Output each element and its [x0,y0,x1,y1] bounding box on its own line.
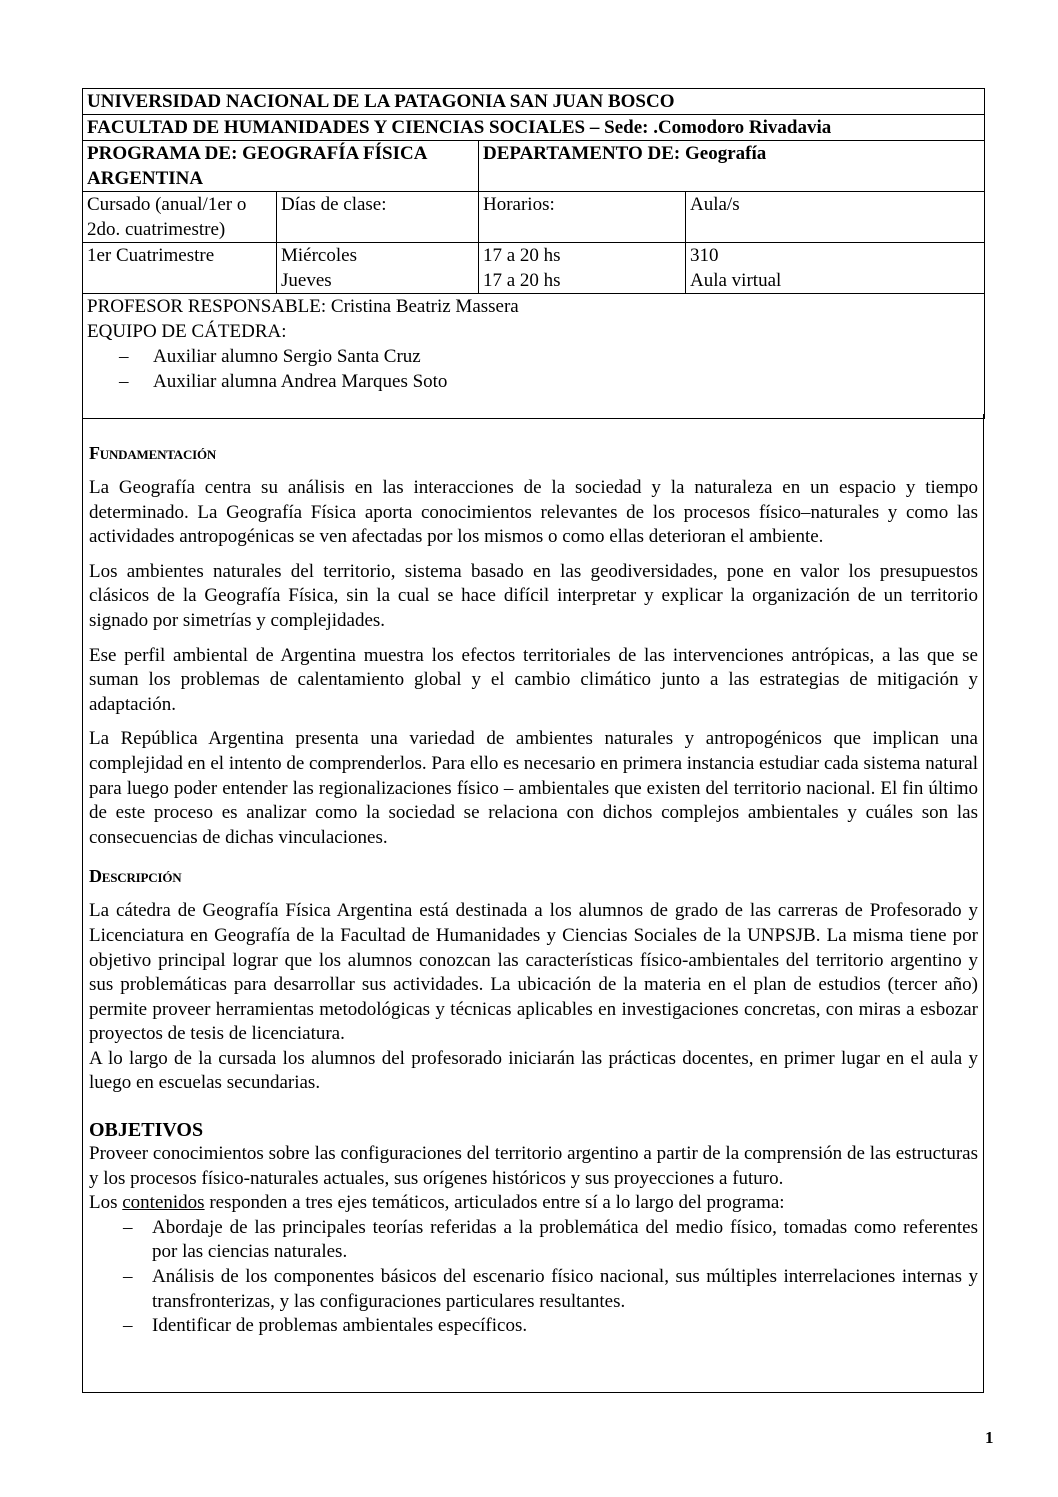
descripcion-section [89,860,978,1096]
horario-item: 17 a 20 hs [483,270,561,291]
aulas-label: Aula/s [686,192,985,243]
objetivo-item [89,1216,978,1265]
body-frame [82,414,984,1393]
aula-item: 310 [690,245,719,266]
body-content [89,442,978,1339]
horarios-value [479,243,686,294]
dash-bullet-icon: – [119,346,129,367]
paragraph: A lo largo de la cursada los alumnos del profesorado iniciarán las prácticas docentes, en primer lugar en el aula y luego en escuelas secundarias. [89,1047,978,1094]
university-name: UNIVERSIDAD NACIONAL DE LA PATAGONIA SAN JUAN BOSCO [83,89,985,115]
objetivo-item [89,1314,978,1339]
horario-item: 17 a 20 hs [483,245,561,266]
fundamentacion-heading: Fundamentación [89,443,217,463]
objetivos-intro: Proveer conocimientos sobre las configuraciones del territorio argentino a partir de la comprensión de las estructuras y los procesos físico-naturales actuales, sus orígenes históricos y sus proyecciones a futuro. [89,1143,978,1189]
descripcion-heading: Descripción [89,866,182,887]
staff-cell [83,294,985,419]
program-name: PROGRAMA DE: GEOGRAFÍA FÍSICA ARGENTINA [83,141,479,192]
contents-underlined: contenidos [122,1192,205,1214]
team-list [87,344,980,394]
dia-item: Miércoles [281,245,357,266]
cursado-label: Cursado (anual/1er o 2do. cuatrimestre) [83,192,277,243]
aulas-value [686,243,985,294]
team-label: EQUIPO DE CÁTEDRA: [87,321,287,342]
objetivo-text: Identificar de problemas ambientales específicos. [152,1315,528,1337]
page-number: 1 [985,1428,994,1447]
paragraph: Los ambientes naturales del territorio, sistema basado en las geodiversidades, pone en valor los presupuestos clásicos de la Geografía Física, sin la cual se hace difícil interpretar y explicar la organización de un territorio signado por simetrías y complejidades. [89,560,978,631]
faculty-name: FACULTAD DE HUMANIDADES Y CIENCIAS SOCIALES – Sede: .Comodoro Rivadavia [83,115,985,141]
professor-responsible: PROFESOR RESPONSABLE: Cristina Beatriz Massera [87,296,519,317]
header-table [82,88,985,419]
dash-bullet-icon: – [119,371,129,392]
objetivos-section [89,1118,978,1339]
team-member-name: Auxiliar alumna Andrea Marques Soto [153,371,448,392]
dash-bullet-icon: – [123,1216,133,1238]
paragraph: La República Argentina presenta una variedad de ambientes naturales y antropogénicos que implican una complejidad en el intento de comprenderlos. Para ello es necesario en primera instancia estudiar cada sistema natural para luego poder entender las regionalizaciones físico – ambientales que existen del territorio nacional. El fin último de este proceso es analizar como la sociedad se relaciona con dichos complejos ambientales y cuáles son las consecuencias de dichas vinculaciones. [89,728,978,848]
paragraph: La cátedra de Geografía Física Argentina está destinada a los alumnos de grado de las carreras de Profesorado y Licenciatura en Geografía de la Facultad de Humanidades y Ciencias Sociales de la UNPSJB. La misma tiene por objetivo principal lograr que los alumnos conozcan las características físico-ambientales del territorio argentino y sus problemáticas para desarrollar sus actividades. La ubicación de la materia en el plan de estudios (tercer año) permite proveer herramientas metodológicas y técnicas aplicables en investigaciones concretas, con miras a esbozar proyectos de tesis de licenciatura. [89,900,978,1045]
dash-bullet-icon: – [123,1266,133,1288]
objetivo-item [89,1265,978,1314]
objetivos-heading: OBJETIVOS [89,1119,204,1142]
dash-bullet-icon: – [123,1315,133,1337]
paragraph: La Geografía centra su análisis en las interacciones de la sociedad y la naturaleza en un espacio y tiempo determinado. La Geografía Física aporta conocimientos relevantes de los procesos físico–naturales y como las actividades antropogénicas se ven afectadas por los mismos o como ellas deterioran el ambiente. [89,477,978,548]
team-member-name: Auxiliar alumno Sergio Santa Cruz [153,346,421,367]
horarios-label: Horarios: [479,192,686,243]
team-member [87,344,980,369]
dias-label: Días de clase: [277,192,479,243]
objetivo-text: Análisis de los componentes básicos del escenario físico nacional, sus múltiples interrelaciones internas y transfronterizas, y las configuraciones particulares resultantes. [152,1266,978,1312]
contents-line [89,1191,978,1216]
objetivo-text: Abordaje de las principales teorías referidas a la problemática del medio físico, tomadas como referentes por las ciencias naturales. [152,1216,978,1263]
dia-item: Jueves [281,270,332,291]
fundamentacion-section [89,442,978,850]
contents-prefix: Los [89,1192,123,1214]
cursado-value: 1er Cuatrimestre [83,243,277,294]
paragraph: Ese perfil ambiental de Argentina muestra los efectos territoriales de las intervenciones antrópicas, a las que se suman los problemas de calentamiento global y el cambio climático junto a las estrategias de mitigación y adaptación. [89,644,978,715]
department-name: DEPARTAMENTO DE: Geografía [479,141,985,192]
aula-item: Aula virtual [690,270,782,291]
contents-suffix: responden a tres ejes temáticos, articulados entre sí a lo largo del programa: [204,1192,785,1214]
dias-value [277,243,479,294]
objetivos-list [89,1216,978,1339]
team-member [87,369,980,394]
